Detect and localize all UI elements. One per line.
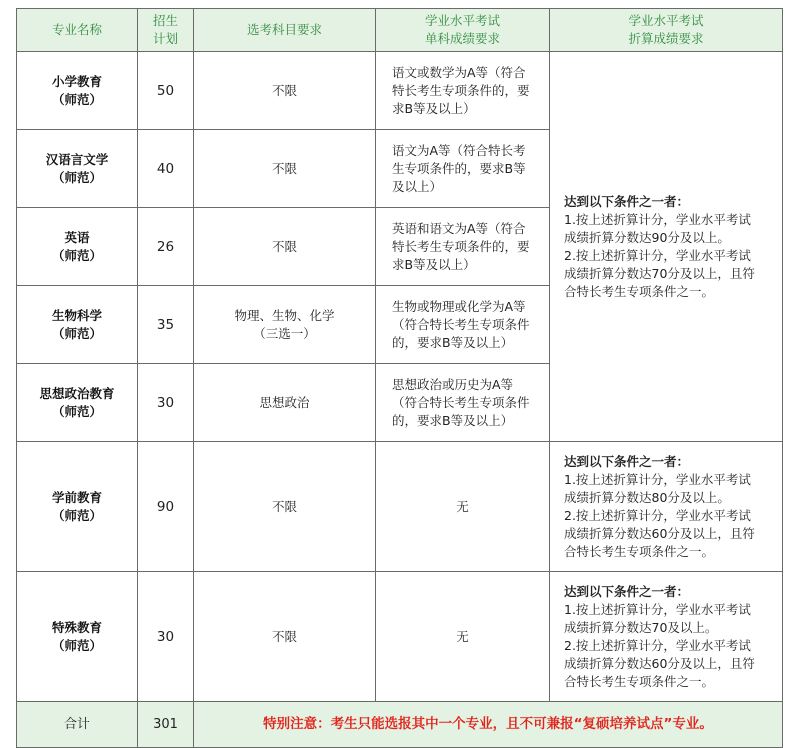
converted-score-requirement: 达到以下条件之一者： 1.按上述折算计分，学业水平考试 成绩折算分数达70及以上。 2.按上述折算计分，学业水平考试 成绩折算分数达60分及以上，且符 合特长考生专项条件之一。 <box>550 572 783 702</box>
header-converted-score: 学业水平考试 折算成绩要求 <box>550 9 783 52</box>
major-name: 思想政治教育 （师范） <box>17 364 138 442</box>
plan-count: 30 <box>138 364 194 442</box>
header-row <box>17 9 783 52</box>
major-name: 汉语言文学 （师范） <box>17 130 138 208</box>
subject-requirement: 思想政治 <box>194 364 376 442</box>
table-row <box>17 572 783 702</box>
total-label: 合计 <box>17 702 138 748</box>
admission-plan-table <box>16 8 783 748</box>
plan-count: 50 <box>138 52 194 130</box>
plan-count: 26 <box>138 208 194 286</box>
single-score-requirement: 无 <box>376 572 550 702</box>
single-score-requirement: 生物或物理或化学为A等 （符合特长考生专项条件 的，要求B等及以上） <box>376 286 550 364</box>
subject-requirement: 不限 <box>194 572 376 702</box>
header-subjects: 选考科目要求 <box>194 9 376 52</box>
single-score-requirement: 语文为A等（符合特长考 生专项条件的，要求B等 及以上） <box>376 130 550 208</box>
subject-requirement: 不限 <box>194 52 376 130</box>
converted-score-requirement: 达到以下条件之一者： 1.按上述折算计分，学业水平考试 成绩折算分数达90分及以上。 2.按上述折算计分，学业水平考试 成绩折算分数达70分及以上，且符 合特长考生专项条件之一。 <box>550 52 783 442</box>
admission-table-container <box>16 8 783 748</box>
plan-count: 30 <box>138 572 194 702</box>
major-name: 英语 （师范） <box>17 208 138 286</box>
plan-count: 35 <box>138 286 194 364</box>
subject-requirement: 不限 <box>194 130 376 208</box>
header-single-score: 学业水平考试 单科成绩要求 <box>376 9 550 52</box>
converted-score-requirement: 达到以下条件之一者： 1.按上述折算计分，学业水平考试 成绩折算分数达80分及以上。 2.按上述折算计分，学业水平考试 成绩折算分数达60分及以上，且符 合特长考生专项条件之一。 <box>550 442 783 572</box>
single-score-requirement: 英语和语文为A等（符合 特长考生专项条件的，要 求B等及以上） <box>376 208 550 286</box>
single-score-requirement: 思想政治或历史为A等 （符合特长考生专项条件 的，要求B等及以上） <box>376 364 550 442</box>
single-score-requirement: 语文或数学为A等（符合 特长考生专项条件的，要 求B等及以上） <box>376 52 550 130</box>
subject-requirement: 不限 <box>194 442 376 572</box>
major-name: 学前教育 （师范） <box>17 442 138 572</box>
special-note: 特别注意：考生只能选报其中一个专业，且不可兼报“复硕培养试点”专业。 <box>194 702 783 748</box>
major-name: 特殊教育 （师范） <box>17 572 138 702</box>
plan-count: 90 <box>138 442 194 572</box>
major-name: 生物科学 （师范） <box>17 286 138 364</box>
major-name: 小学教育 （师范） <box>17 52 138 130</box>
total-count: 301 <box>138 702 194 748</box>
plan-count: 40 <box>138 130 194 208</box>
table-row <box>17 52 783 130</box>
subject-requirement: 不限 <box>194 208 376 286</box>
subject-requirement: 物理、生物、化学 （三选一） <box>194 286 376 364</box>
total-row <box>17 702 783 748</box>
header-plan: 招生 计划 <box>138 9 194 52</box>
header-major: 专业名称 <box>17 9 138 52</box>
single-score-requirement: 无 <box>376 442 550 572</box>
table-row <box>17 442 783 572</box>
